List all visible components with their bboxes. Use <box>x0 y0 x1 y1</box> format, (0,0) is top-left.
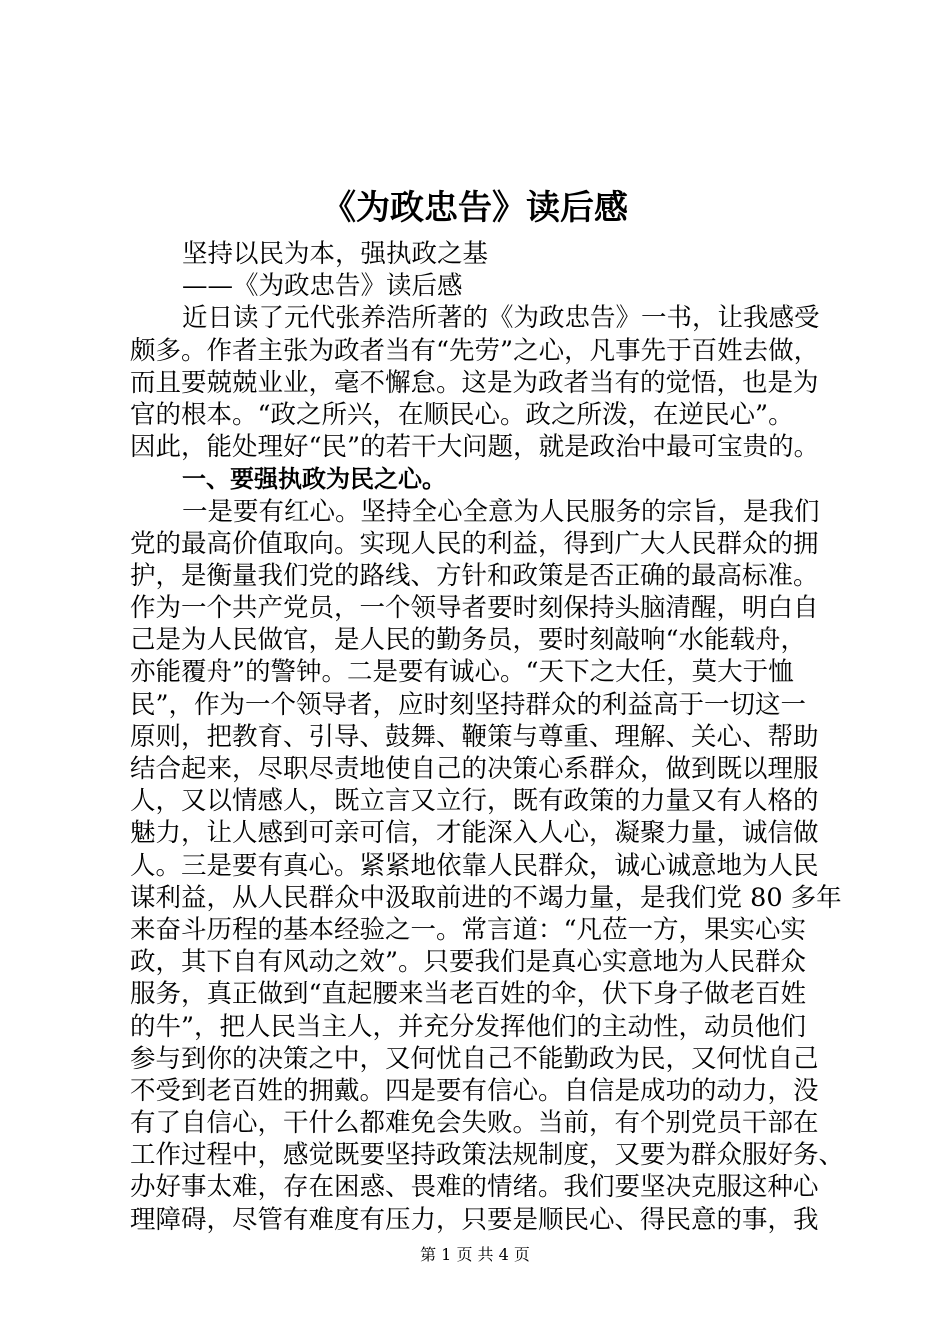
page-footer: 第 1 页 共 4 页 <box>420 1245 530 1264</box>
text-line: 办好事太难，存在困惑、畏难的情绪。我们要坚决克服这种心 <box>130 1172 819 1203</box>
text-line: 工作过程中，感觉既要坚持政策法规制度，又要为群众服好务、 <box>130 1140 845 1171</box>
text-line: 不受到老百姓的拥戴。四是要有信心。自信是成功的动力，没 <box>130 1075 819 1106</box>
text-line: 一是要有红心。坚持全心全意为人民服务的宗旨，是我们 <box>182 496 820 527</box>
text-line: 党的最高价值取向。实现人民的利益，得到广大人民群众的拥 <box>130 528 819 559</box>
text-line: 参与到你的决策之中，又何忧自己不能勤政为民，又何忧自己 <box>130 1043 819 1074</box>
text-line: 而且要兢兢业业，毫不懈怠。这是为政者当有的觉悟，也是为 <box>130 367 819 398</box>
text-line: 理障碍，尽管有难度有压力，只要是顺民心、得民意的事，我 <box>130 1204 819 1235</box>
text-line: 服务，真正做到“直起腰来当老百姓的伞，伏下身子做老百姓 <box>130 979 807 1010</box>
text-line: 的牛”，把人民当主人，并充分发挥他们的主动性，动员他们 <box>130 1011 807 1042</box>
document-body <box>130 238 845 1236</box>
text-line: 己是为人民做官，是人民的勤务员，要时刻敲响“水能载舟， <box>130 625 807 656</box>
text-line: 作为一个共产党员，一个领导者要时刻保持头脑清醒，明白自 <box>130 593 819 624</box>
text-line: 亦能覆舟”的警钟。二是要有诚心。“天下之大任，莫大于恤 <box>130 657 794 688</box>
text-line: 魅力，让人感到可亲可信，才能深入人心，凝聚力量，诚信做 <box>130 818 819 849</box>
text-line: 因此，能处理好“民”的若干大问题，就是政治中最可宝贵的。 <box>130 432 820 463</box>
text-line: 官的根本。“政之所兴，在顺民心。政之所泼，在逆民心”。 <box>130 399 794 430</box>
text-line: ——《为政忠告》读后感 <box>182 271 463 302</box>
text-line: 原则，把教育、引导、鼓舞、鞭策与尊重、理解、关心、帮助 <box>130 721 819 752</box>
text-line: 人，又以情感人，既立言又立行，既有政策的力量又有人格的 <box>130 786 819 817</box>
text-line: 结合起来，尽职尽责地使自己的决策心系群众，做到既以理服 <box>130 754 819 784</box>
section-heading: 一、要强执政为民之心。 <box>182 465 446 494</box>
text-line: 政，其下自有风动之效”。只要我们是真心实意地为人民群众 <box>130 947 807 978</box>
document-title: 《为政忠告》读后感 <box>322 188 628 228</box>
text-line: 谋利益，从人民群众中汲取前进的不竭力量，是我们党 80 多年 <box>130 882 842 913</box>
text-line: 颇多。作者主张为政者当有“先劳”之心，凡事先于百姓去做， <box>130 335 820 366</box>
text-line: 来奋斗历程的基本经验之一。常言道：“凡莅一方，果实心实 <box>130 914 807 945</box>
text-line: 坚持以民为本，强执政之基 <box>182 239 489 269</box>
text-line: 护，是衡量我们党的路线、方针和政策是否正确的最高标准。 <box>130 560 819 591</box>
text-line: 近日读了元代张养浩所著的《为政忠告》一书，让我感受 <box>182 303 820 334</box>
text-line: 民”，作为一个领导者，应时刻坚持群众的利益高于一切这一 <box>130 689 807 720</box>
text-line: 有了自信心，干什么都难免会失败。当前，有个别党员干部在 <box>130 1108 819 1139</box>
text-line: 人。三是要有真心。紧紧地依靠人民群众，诚心诚意地为人民 <box>130 850 819 881</box>
